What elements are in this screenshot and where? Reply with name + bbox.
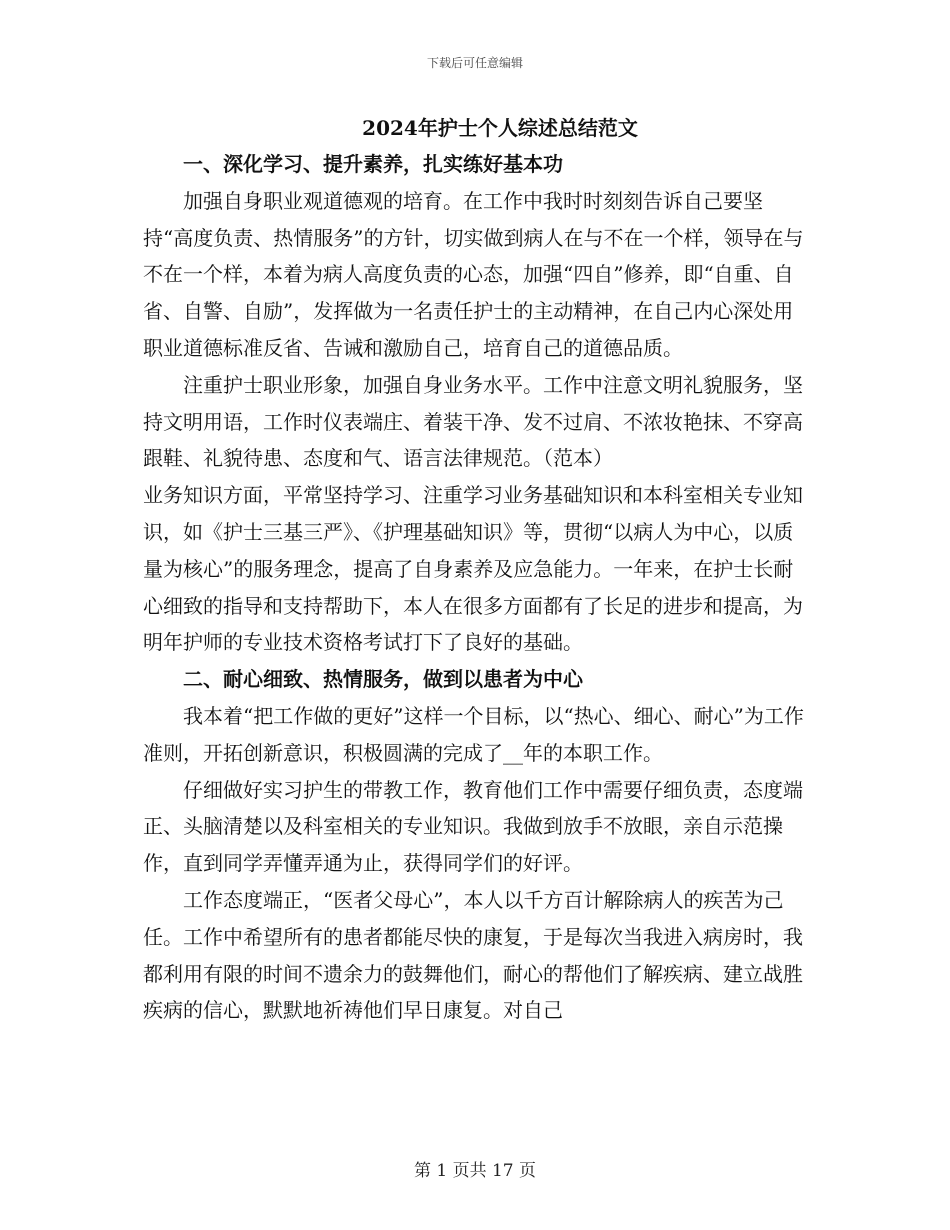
section-heading-1: 一、深化学习、提升素养，扎实练好基本功 (183, 152, 563, 176)
document-title: 2024年护士个人综述总结范文 (362, 116, 638, 140)
section-heading-2: 二、耐心细致、热情服务，做到以患者为中心 (183, 667, 583, 692)
paragraph-6: 工作态度端正，“医者父母心”，本人以千方百计解除病人的疾苦为己任。工作中希望所有的患者都能尽快的康复，于是每次当我进入病房时，我都利用有限的时间不遗余力的鼓舞他们，耐心的帮他们了解疾病、建立战胜疾病的信心，默默地祈祷他们早日康复。对自己 (143, 887, 803, 1023)
paragraph-5: 仔细做好实习护生的带教工作，教育他们工作中需要仔细负责，态度端正、头脑清楚以及科室相关的专业知识。我做到放手不放眼，亲自示范操作，直到同学弄懂弄通为止，获得同学们的好评。 (143, 777, 803, 876)
page-footer: 第 1 页共 17 页 (413, 1161, 537, 1181)
document-body (143, 146, 807, 1029)
paragraph-3: 业务知识方面，平常坚持学习、注重学习业务基础知识和本科室相关专业知识，如《护士三基三严》、《护理基础知识》等，贯彻“以病人为中心，以质量为核心”的服务理念，提高了自身素养及应急能力。一年来，在护士长耐心细致的指导和支持帮助下，本人在很多方面都有了长足的进步和提高，为明年护师的专业技术资格考试打下了良好的基础。 (143, 483, 803, 655)
paragraph-4: 我本着“把工作做的更好”这样一个目标，以“热心、细心、耐心”为工作准则，开拓创新意识，积极圆满的完成了__年的本职工作。 (143, 703, 804, 765)
paragraph-1: 加强自身职业观道德观的培育。在工作中我时时刻刻告诉自己要坚持“高度负责、热情服务”的方针，切实做到病人在与不在一个样，领导在与不在一个样，本着为病人高度负责的心态，加强“四自”修养，即“自重、自省、自警、自励”，发挥做为一名责任护士的主动精神，在自己内心深处用职业道德标准反省、告诫和激励自己，培育自己的道德品质。 (143, 188, 804, 360)
page-header-note: 下载后可任意编辑 (426, 56, 523, 70)
paragraph-2: 注重护士职业形象，加强自身业务水平。工作中注意文明礼貌服务，坚持文明用语，工作时仪表端庄、着装干净、发不过肩、不浓妆艳抹、不穿高跟鞋、礼貌待患、态度和气、语言法律规范。（范本） (143, 372, 803, 471)
